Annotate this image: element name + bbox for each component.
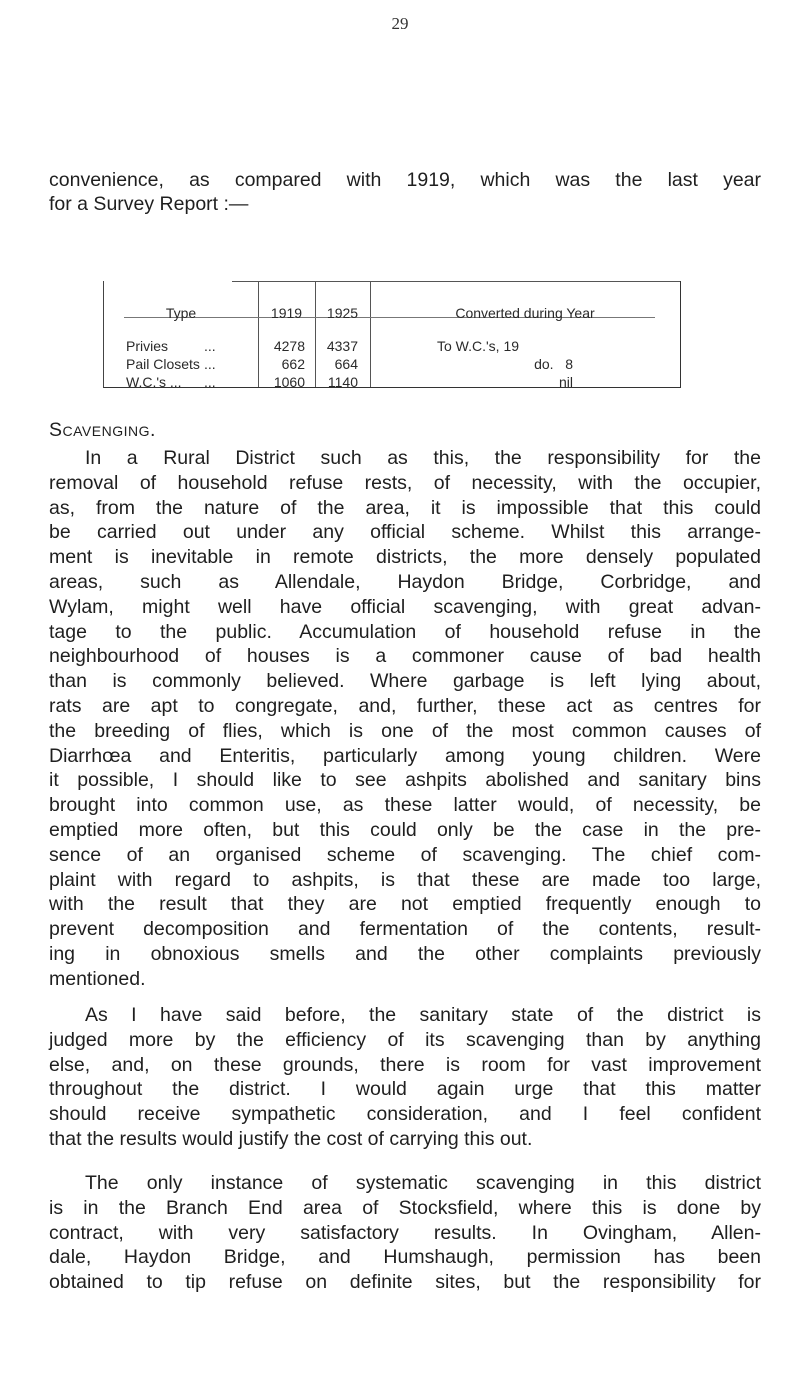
- table-cell-converted: nil: [558, 374, 573, 390]
- paragraph-line: In a Rural District such as this, the responsibility for the: [85, 447, 761, 469]
- paragraph-line: obtained to tip refuse on definite sites, but the responsibility for: [49, 1271, 761, 1294]
- paragraph-line: Wylam, might well have official scavenging, with great advan-: [49, 595, 761, 618]
- body-paragraph: [49, 446, 761, 992]
- intro-line: convenience, as compared with 1919, which was the last year: [49, 169, 761, 191]
- paragraph-line: Diarrhœa and Enteritis, particularly among young children. Were: [49, 744, 761, 767]
- paragraph-line: mentioned.: [49, 967, 146, 990]
- paragraph-line: rats are apt to congregate, and, further, these act as centres for: [49, 694, 761, 717]
- table-cell-converted: do. 8: [534, 356, 573, 372]
- paragraph-line: emptied more often, but this could only be the case in the pre-: [49, 818, 761, 841]
- header-converted: Converted during Year: [455, 305, 595, 321]
- paragraph-line: ing in obnoxious smells and the other complaints previously: [49, 942, 761, 965]
- table-cell-1919: 4278: [273, 338, 305, 354]
- paragraph-line: removal of household refuse rests, of necessity, with the occupier,: [49, 471, 761, 494]
- table-cell-type: Privies: [126, 338, 169, 354]
- table-top-rule: [232, 281, 680, 282]
- table-cell-1919: 1060: [273, 374, 305, 390]
- paragraph-line: is in the Branch End area of Stocksfield, where this is done by: [49, 1196, 761, 1219]
- body-paragraph: [49, 1171, 761, 1295]
- paragraph-line: contract, with very satisfactory results. In Ovingham, Allen-: [49, 1221, 761, 1244]
- header-type: Type: [165, 305, 197, 321]
- table-cell-1925: 664: [334, 356, 358, 372]
- paragraph-line: that the results would justify the cost of carrying this out.: [49, 1127, 533, 1150]
- table-cell-1925: 4337: [326, 338, 358, 354]
- intro-line: for a Survey Report :—: [49, 193, 249, 215]
- paragraph-line: As I have said before, the sanitary state of the district is: [85, 1004, 761, 1026]
- paragraph-line: should receive sympathetic consideration, and I feel confident: [49, 1103, 761, 1126]
- paragraph-line: the breeding of flies, which is one of the most common causes of: [49, 719, 761, 742]
- paragraph-line: throughout the district. I would again urge that this matter: [49, 1078, 761, 1101]
- intro-text: [49, 168, 761, 216]
- paragraph-line: be carried out under any official scheme. Whilst this arrange-: [49, 521, 761, 544]
- paragraph-line: prevent decomposition and fermentation of the contents, result-: [49, 918, 761, 941]
- paragraph-line: else, and, on these grounds, there is room for vast improvement: [49, 1053, 761, 1076]
- paragraph-line: areas, such as Allendale, Haydon Bridge, Corbridge, and: [49, 570, 761, 593]
- paragraph-line: The only instance of systematic scavenging in this district: [85, 1172, 761, 1194]
- header-1919: 1919: [270, 305, 303, 321]
- paragraph-line: dale, Haydon Bridge, and Humshaugh, permission has been: [49, 1246, 761, 1269]
- paragraph-line: it possible, I should like to see ashpits abolished and sanitary bins: [49, 769, 761, 792]
- table-cell-type: W.C.'s ...: [126, 374, 182, 390]
- paragraph-line: as, from the nature of the area, it is impossible that this could: [49, 496, 761, 519]
- paragraph-line: plaint with regard to ashpits, is that these are made too large,: [49, 868, 761, 891]
- table-cell-1925: 1140: [327, 374, 358, 390]
- table-cell-leader: ...: [204, 338, 216, 354]
- paragraph-line: neighbourhood of houses is a commoner cause of bad health: [49, 645, 761, 668]
- header-1925: 1925: [326, 305, 359, 321]
- table-cell-type: Pail Closets: [126, 356, 200, 372]
- table-cell-leader: ...: [204, 356, 216, 372]
- sanitary-conveniences-table: [103, 281, 681, 388]
- paragraph-line: judged more by the efficiency of its scavenging than by anything: [49, 1028, 761, 1051]
- paragraph-line: tage to the public. Accumulation of household refuse in the: [49, 620, 761, 643]
- table-cell-leader: ...: [204, 374, 216, 390]
- table-cell-converted: To W.C.'s, 19: [437, 338, 520, 354]
- page-number: 29: [391, 14, 409, 33]
- paragraph-line: with the result that they are not emptied frequently enough to: [49, 893, 761, 916]
- section-heading: Scavenging.: [49, 419, 156, 441]
- paragraph-line: than is commonly believed. Where garbage is left lying about,: [49, 670, 761, 693]
- body-paragraph: [49, 1003, 761, 1152]
- paragraph-line: ment is inevitable in remote districts, the more densely populated: [49, 546, 761, 569]
- paragraph-line: brought into common use, as these latter would, of necessity, be: [49, 794, 761, 817]
- table-cell-1919: 662: [281, 356, 305, 372]
- paragraph-line: sence of an organised scheme of scavenging. The chief com-: [49, 843, 761, 866]
